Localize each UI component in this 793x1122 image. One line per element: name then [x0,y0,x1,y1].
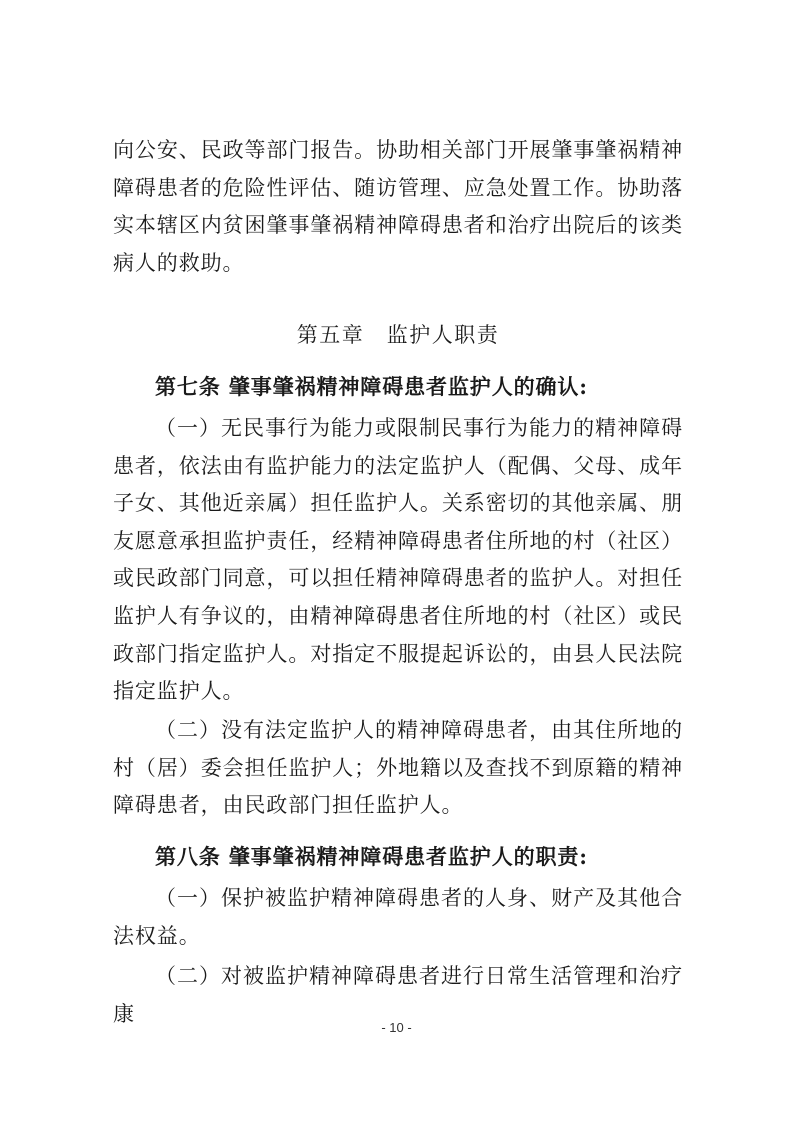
article-7-paragraph-1: （一）无民事行为能力或限制民事行为能力的精神障碍患者，依法由有监护能力的法定监护人（配偶、父母、成年子女、其他近亲属）担任监护人。关系密切的其他亲属、朋友愿意承担监护责任，经精神障碍患者住所地的村（社区）或民政部门同意，可以担任精神障碍患者的监护人。对担任监护人有争议的，由精神障碍患者住所地的村（社区）或民政部门指定监护人。对指定不服提起诉讼的，由县人民法院指定监护人。 [113,416,683,704]
article-7-paragraph-2: （二）没有法定监护人的精神障碍患者，由其住所地的村（居）委会担任监护人；外地籍以及查找不到原籍的精神障碍患者，由民政部门担任监护人。 [113,718,683,818]
page-number: - 10 - [381,1020,412,1035]
article-8-paragraph-1: （一）保护被监护精神障碍患者的人身、财产及其他合法权益。 [113,886,683,948]
article-8-paragraph-2: （二）对被监护精神障碍患者进行日常生活管理和治疗康 [113,964,683,1026]
article-8-title: 第八条 肇事肇祸精神障碍患者监护人的职责: [155,844,588,869]
chapter-title: 第五章 监护人职责 [296,323,500,347]
article-7-title: 第七条 肇事肇祸精神障碍患者监护人的确认: [155,374,588,399]
intro-paragraph: 向公安、民政等部门报告。协助相关部门开展肇事肇祸精神障碍患者的危险性评估、随访管理、应急处置工作。协助落实本辖区内贫困肇事肇祸精神障碍患者和治疗出院后的该类病人的救助。 [113,138,683,275]
